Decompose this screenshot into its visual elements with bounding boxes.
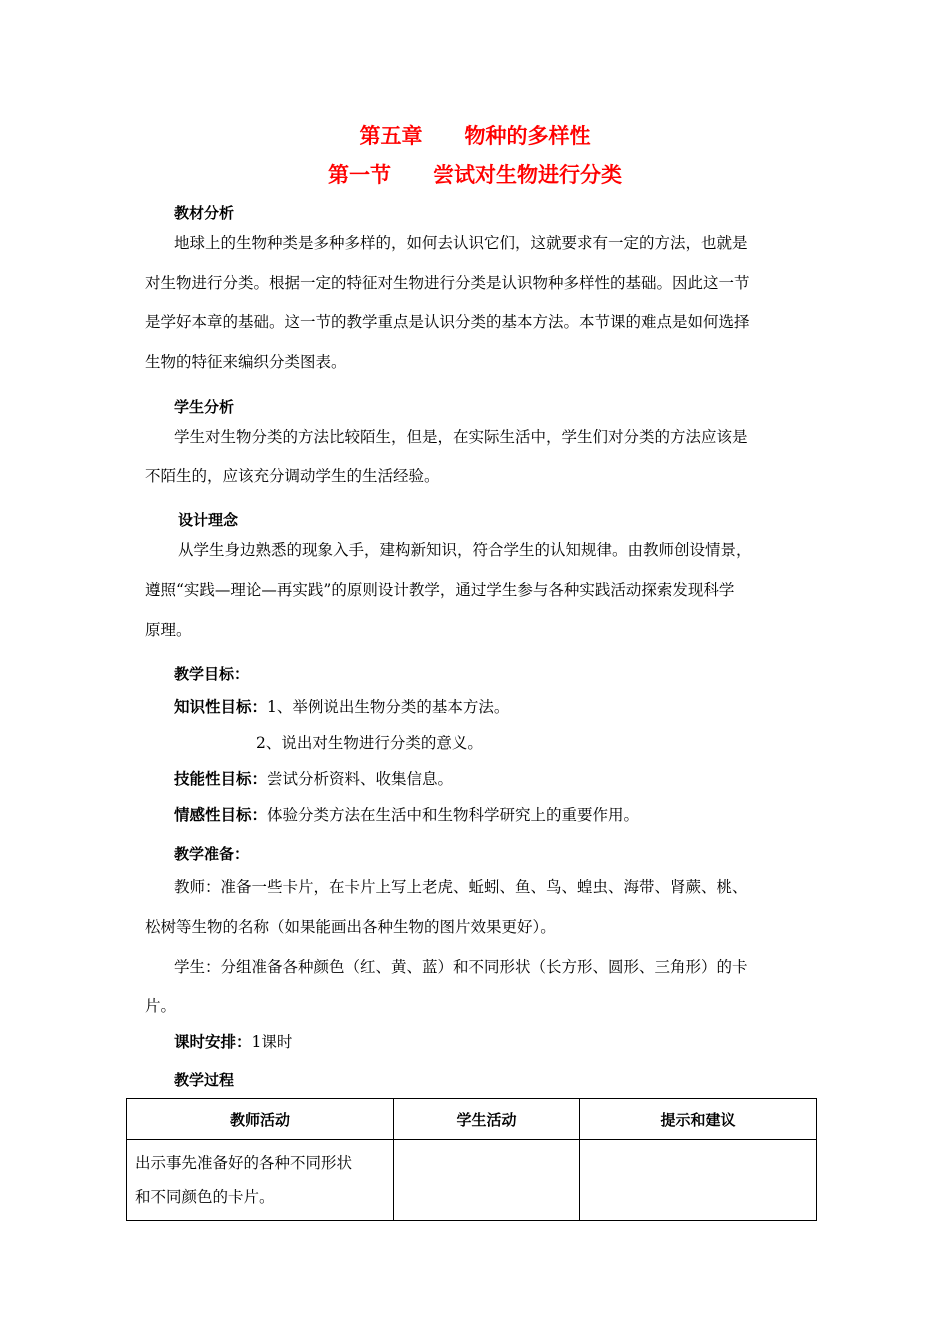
design-concept-line: 遵照“实践—理论—再实践”的原则设计教学，通过学生参与各种实践活动探索发现科学 [145, 581, 735, 599]
skill-objective-row [174, 770, 453, 788]
teacher-prep-line: 松树等生物的名称（如果能画出各种生物的图片效果更好）。 [145, 918, 556, 936]
textbook-analysis-line: 地球上的生物种类是多种多样的，如何去认识它们，这就要求有一定的方法，也就是 [174, 234, 748, 252]
table-row [127, 1140, 817, 1221]
design-concept-heading: 设计理念 [178, 511, 239, 529]
student-analysis-line: 不陌生的，应该充分调动学生的生活经验。 [145, 467, 440, 485]
knowledge-objective-row [174, 698, 509, 716]
objectives-heading: 教学目标： [174, 665, 250, 683]
col-header-hint: 提示和建议 [580, 1099, 817, 1140]
teacher-prep-line: 教师：准备一些卡片，在卡片上写上老虎、蚯蚓、鱼、鸟、蝗虫、海带、肾蕨、桃、 [174, 878, 748, 896]
design-concept-line: 原理。 [145, 621, 192, 639]
textbook-analysis-heading: 教材分析 [174, 204, 235, 222]
student-analysis-line: 学生对生物分类的方法比较陌生，但是，在实际生活中，学生们对分类的方法应该是 [174, 428, 748, 446]
col-header-teacher: 教师活动 [127, 1099, 394, 1140]
skill-objective: 尝试分析资料、收集信息。 [267, 770, 454, 788]
schedule-value: 1课时 [251, 1033, 293, 1051]
cell-hint [580, 1140, 817, 1221]
emotion-objective-row [174, 806, 639, 824]
process-heading: 教学过程 [174, 1071, 235, 1089]
emotion-objective: 体验分类方法在生活中和生物科学研究上的重要作用。 [267, 806, 640, 824]
knowledge-objective-1: 1、举例说出生物分类的基本方法。 [267, 698, 510, 716]
process-table [126, 1098, 817, 1221]
knowledge-objective-label: 知识性目标： [174, 698, 268, 716]
schedule-row [174, 1033, 292, 1051]
design-concept-line: 从学生身边熟悉的现象入手，建构新知识，符合学生的认知规律。由教师创设情景， [178, 541, 752, 559]
chapter-title: 第五章 物种的多样性 [359, 124, 591, 148]
cell-teacher-activity [127, 1140, 394, 1221]
teacher-activity-line: 和不同颜色的卡片。 [135, 1188, 275, 1206]
textbook-analysis-line: 生物的特征来编织分类图表。 [145, 353, 347, 371]
textbook-analysis-line: 对生物进行分类。根据一定的特征对生物进行分类是认识物种多样性的基础。因此这一节 [145, 274, 750, 292]
student-prep-line: 学生：分组准备各种颜色（红、黄、蓝）和不同形状（长方形、圆形、三角形）的卡 [174, 958, 748, 976]
skill-objective-label: 技能性目标： [174, 770, 268, 788]
section-title: 第一节 尝试对生物进行分类 [328, 163, 622, 187]
schedule-label: 课时安排： [174, 1033, 252, 1051]
textbook-analysis-line: 是学好本章的基础。这一节的教学重点是认识分类的基本方法。本节课的难点是如何选择 [145, 313, 750, 331]
cell-student-activity [394, 1140, 580, 1221]
preparation-heading: 教学准备： [174, 845, 250, 863]
student-prep-line: 片。 [145, 997, 177, 1015]
emotion-objective-label: 情感性目标： [174, 806, 268, 824]
teacher-activity-line: 出示事先准备好的各种不同形状 [135, 1154, 353, 1172]
student-analysis-heading: 学生分析 [174, 398, 235, 416]
knowledge-objective-2: 2、说出对生物进行分类的意义。 [256, 734, 483, 752]
table-header-row [127, 1099, 817, 1140]
col-header-student: 学生活动 [394, 1099, 580, 1140]
